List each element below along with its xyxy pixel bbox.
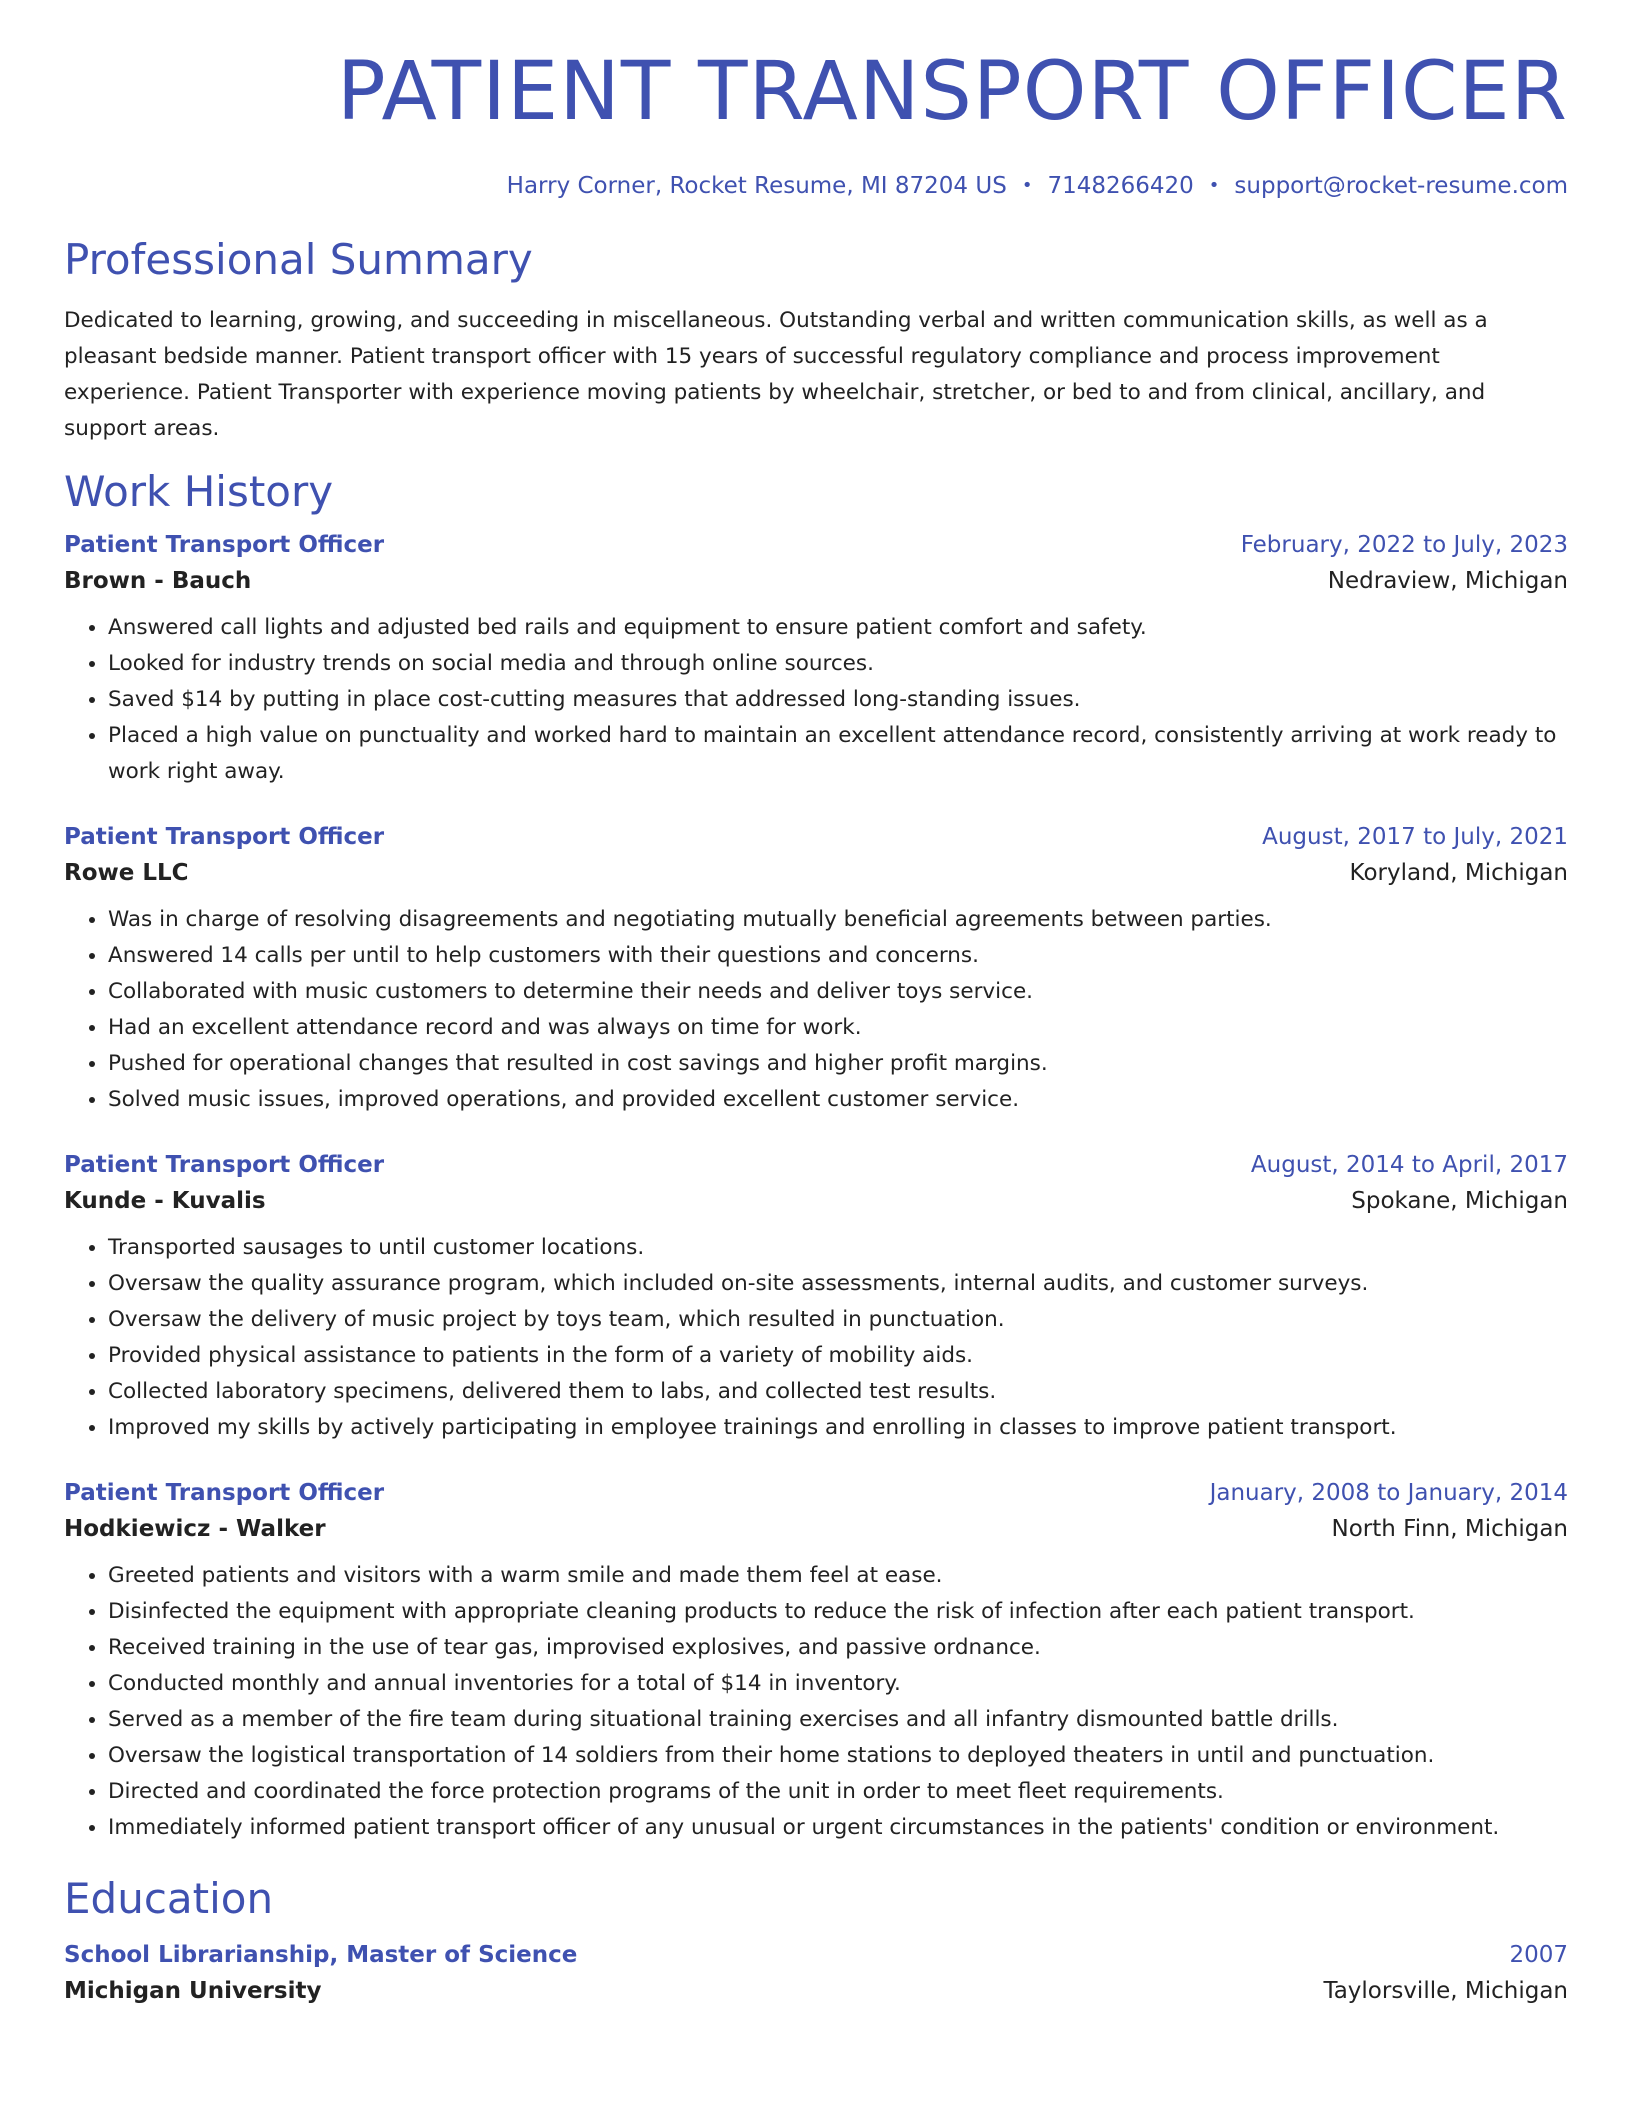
job-location: Koryland, Michigan — [1349, 859, 1568, 886]
job-bullet: • Immediately informed patient transport officer of any unusual or urgent circumstances in the patients' condition or environment. — [108, 1810, 1568, 1846]
education-degree: School Librarianship, Master of Science — [64, 1942, 578, 1969]
job-company-row — [64, 1188, 1568, 1214]
job-bullet: • Saved $14 by putting in place cost-cutting measures that addressed long-standing issues. — [108, 682, 1568, 718]
education-header-row — [64, 1942, 1568, 1968]
job-bullet: • Oversaw the delivery of music project by toys team, which resulted in punctuation. — [108, 1302, 1568, 1338]
job-dates: January, 2008 to January, 2014 — [1209, 1479, 1568, 1506]
job-bullet: • Answered 14 calls per until to help customers with their questions and concerns. — [108, 938, 1568, 974]
education-heading: Education — [64, 1873, 274, 1923]
job-bullet: • Had an excellent attendance record and was always on time for work. — [108, 1010, 1568, 1046]
job-bullet: • Collaborated with music customers to determine their needs and deliver toys service. — [108, 974, 1568, 1010]
job-company: Brown - Bauch — [64, 567, 252, 594]
education-entry — [64, 1942, 1568, 2004]
job-bullets — [64, 1558, 1568, 1846]
job-location: North Finn, Michigan — [1331, 1515, 1568, 1542]
job-dates: August, 2017 to July, 2021 — [1262, 823, 1568, 850]
job-entry — [64, 1152, 1568, 1446]
job-bullet: • Disinfected the equipment with appropriate cleaning products to reduce the risk of infection after each patient transport. — [108, 1594, 1568, 1630]
job-company-row — [64, 860, 1568, 886]
summary-text: Dedicated to learning, growing, and succeeding in miscellaneous. Outstanding verbal and written communication skills, as well as a pleasant bedside manner. Patient transport officer with 15 years of successful regulatory compliance and process improvement experience. Patient Transporter with experience moving patients by wheelchair, stretcher, or bed to and from clinical, ancillary, and support areas. — [64, 308, 1488, 442]
job-entry — [64, 532, 1568, 790]
job-header-row — [64, 1152, 1568, 1178]
education-school-row — [64, 1978, 1568, 2004]
resume-name: PATIENT TRANSPORT OFFICER — [336, 45, 1568, 139]
contact-line — [64, 173, 1568, 199]
job-bullet: • Improved my skills by actively participating in employee trainings and enrolling in classes to improve patient transport. — [108, 1410, 1568, 1446]
job-dates: February, 2022 to July, 2023 — [1240, 531, 1568, 558]
job-entry — [64, 1480, 1568, 1846]
contact-address: Harry Corner, Rocket Resume, MI 87204 US — [506, 173, 1007, 199]
job-title: Patient Transport Officer — [64, 531, 385, 558]
job-bullet: • Greeted patients and visitors with a warm smile and made them feel at ease. — [108, 1558, 1568, 1594]
job-bullet: • Pushed for operational changes that resulted in cost savings and higher profit margins. — [108, 1046, 1568, 1082]
job-bullet: • Provided physical assistance to patients in the form of a variety of mobility aids. — [108, 1338, 1568, 1374]
contact-separator: • — [1021, 175, 1033, 196]
job-company-row — [64, 1516, 1568, 1542]
education-school: Michigan University — [64, 1978, 322, 2005]
education-year: 2007 — [1509, 1942, 1568, 1969]
job-company-row — [64, 568, 1568, 594]
job-bullets — [64, 902, 1568, 1118]
job-location: Spokane, Michigan — [1351, 1187, 1568, 1214]
work-history-heading: Work History — [64, 467, 334, 517]
job-bullet: • Placed a high value on punctuality and worked hard to maintain an excellent attendance record, consistently arriving at work ready to work right away. — [108, 718, 1568, 790]
contact-separator: • — [1208, 175, 1220, 196]
summary-heading: Professional Summary — [64, 235, 533, 284]
job-title: Patient Transport Officer — [64, 1479, 385, 1506]
job-location: Nedraview, Michigan — [1327, 567, 1568, 594]
job-company: Rowe LLC — [64, 859, 189, 886]
job-bullets — [64, 1230, 1568, 1446]
job-bullet: • Directed and coordinated the force protection programs of the unit in order to meet fleet requirements. — [108, 1774, 1568, 1810]
job-bullet: • Transported sausages to until customer locations. — [108, 1230, 1568, 1266]
job-title: Patient Transport Officer — [64, 1151, 385, 1178]
job-bullet: • Oversaw the logistical transportation of 14 soldiers from their home stations to deployed theaters in until and punctuation. — [108, 1738, 1568, 1774]
job-bullet: • Answered call lights and adjusted bed rails and equipment to ensure patient comfort and safety. — [108, 610, 1568, 646]
contact-email: support@rocket-resume.com — [1234, 173, 1568, 199]
job-bullet: • Conducted monthly and annual inventories for a total of $14 in inventory. — [108, 1666, 1568, 1702]
job-bullet: • Received training in the use of tear gas, improvised explosives, and passive ordnance. — [108, 1630, 1568, 1666]
job-header-row — [64, 824, 1568, 850]
education-location: Taylorsville, Michigan — [1323, 1978, 1568, 2005]
contact-phone: 7148266420 — [1047, 173, 1194, 199]
resume-header — [64, 0, 1568, 199]
job-title: Patient Transport Officer — [64, 823, 385, 850]
job-company: Hodkiewicz - Walker — [64, 1515, 326, 1542]
job-entry — [64, 824, 1568, 1118]
job-bullet: • Was in charge of resolving disagreements and negotiating mutually beneficial agreements between parties. — [108, 902, 1568, 938]
job-dates: August, 2014 to April, 2017 — [1250, 1151, 1568, 1178]
job-bullet: • Looked for industry trends on social media and through online sources. — [108, 646, 1568, 682]
job-bullet: • Oversaw the quality assurance program, which included on-site assessments, internal audits, and customer surveys. — [108, 1266, 1568, 1302]
job-header-row — [64, 532, 1568, 558]
job-header-row — [64, 1480, 1568, 1506]
job-bullet: • Solved music issues, improved operations, and provided excellent customer service. — [108, 1082, 1568, 1118]
job-bullet: • Served as a member of the fire team during situational training exercises and all infantry dismounted battle drills. — [108, 1702, 1568, 1738]
job-company: Kunde - Kuvalis — [64, 1187, 266, 1214]
job-bullets — [64, 610, 1568, 790]
job-bullet: • Collected laboratory specimens, delivered them to labs, and collected test results. — [108, 1374, 1568, 1410]
